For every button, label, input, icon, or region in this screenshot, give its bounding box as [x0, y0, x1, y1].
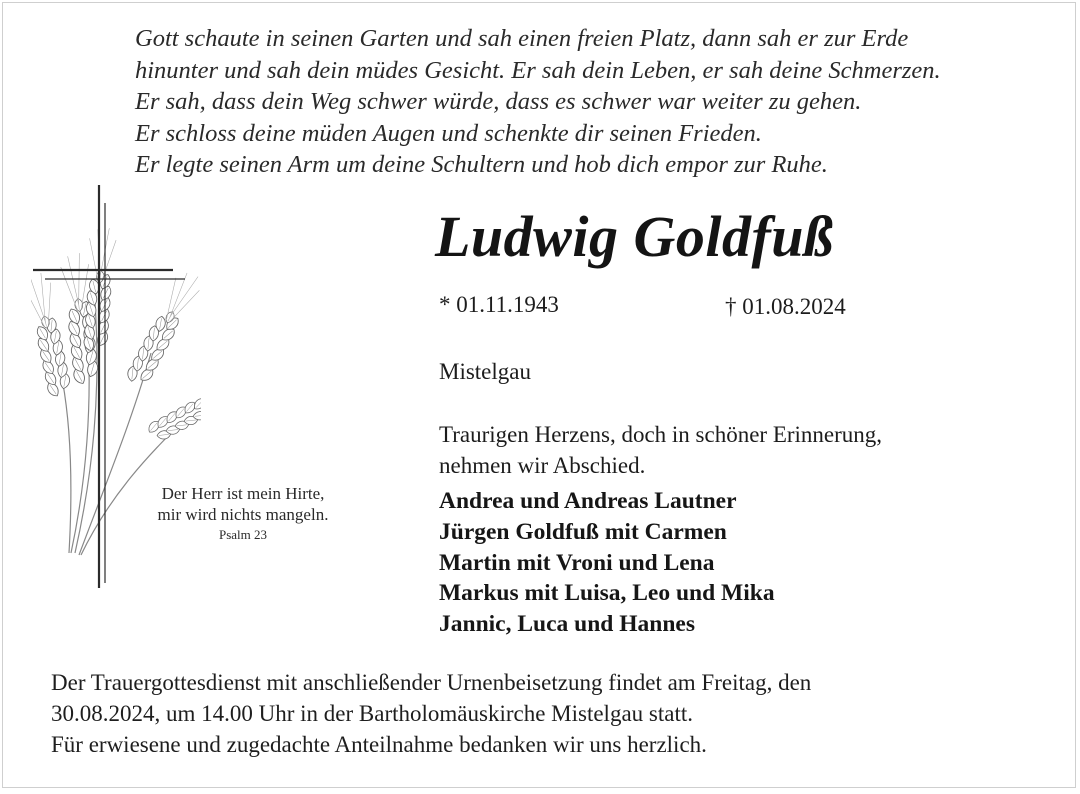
poem-line: Er legte seinen Arm um deine Schultern und hob dich empor zur Ruhe.: [135, 151, 828, 178]
residence-place: Mistelgau: [439, 359, 531, 384]
service-details: [51, 667, 1051, 760]
footer-line: Für erwiesene und zugedachte Anteilnahme bedanken wir uns herzlich.: [51, 732, 707, 757]
mourner-entry: Jürgen Goldfuß mit Carmen: [439, 518, 727, 545]
psalm-line: mir wird nichts mangeln.: [157, 505, 329, 524]
death-date: † 01.08.2024: [725, 294, 846, 319]
poem-line: Er sah, dass dein Weg schwer würde, dass es schwer war weiter zu gehen.: [135, 88, 862, 115]
obituary-notice: [2, 2, 1076, 788]
intro-line: nehmen wir Abschied.: [439, 453, 646, 478]
mourner-entry: Andrea und Andreas Lautner: [439, 488, 737, 514]
mourner-entry: Martin mit Vroni und Lena: [439, 549, 715, 576]
poem-line: Gott schaute in seinen Garten und sah einen freien Platz, dann sah er zur Erde: [135, 25, 909, 52]
poem-line: hinunter und sah dein müdes Gesicht. Er sah dein Leben, er sah deine Schmerzen.: [135, 56, 941, 84]
farewell-intro: [439, 419, 882, 481]
psalm-reference: Psalm 23: [218, 527, 268, 542]
deceased-name: Ludwig Goldfuß: [435, 204, 834, 269]
psalm-line: Der Herr ist mein Hirte,: [161, 484, 325, 503]
mourner-entry: Markus mit Luisa, Leo und Mika: [439, 580, 775, 607]
poem: [135, 23, 1065, 181]
poem-line: Er schloss deine müden Augen und schenkte dir seinen Frieden.: [135, 119, 762, 147]
birth-date: * 01.11.1943: [439, 292, 559, 317]
footer-line: Der Trauergottesdienst mit anschließender Urnenbeisetzung findet am Freitag, den: [51, 670, 812, 695]
psalm-quote: [121, 483, 365, 545]
mourners-list: [439, 486, 775, 640]
footer-line: 30.08.2024, um 14.00 Uhr in der Bartholomäuskirche Mistelgau statt.: [51, 701, 693, 726]
mourner-entry: Jannic, Luca und Hannes: [439, 611, 695, 638]
intro-line: Traurigen Herzens, doch in schöner Erinnerung,: [439, 422, 883, 447]
